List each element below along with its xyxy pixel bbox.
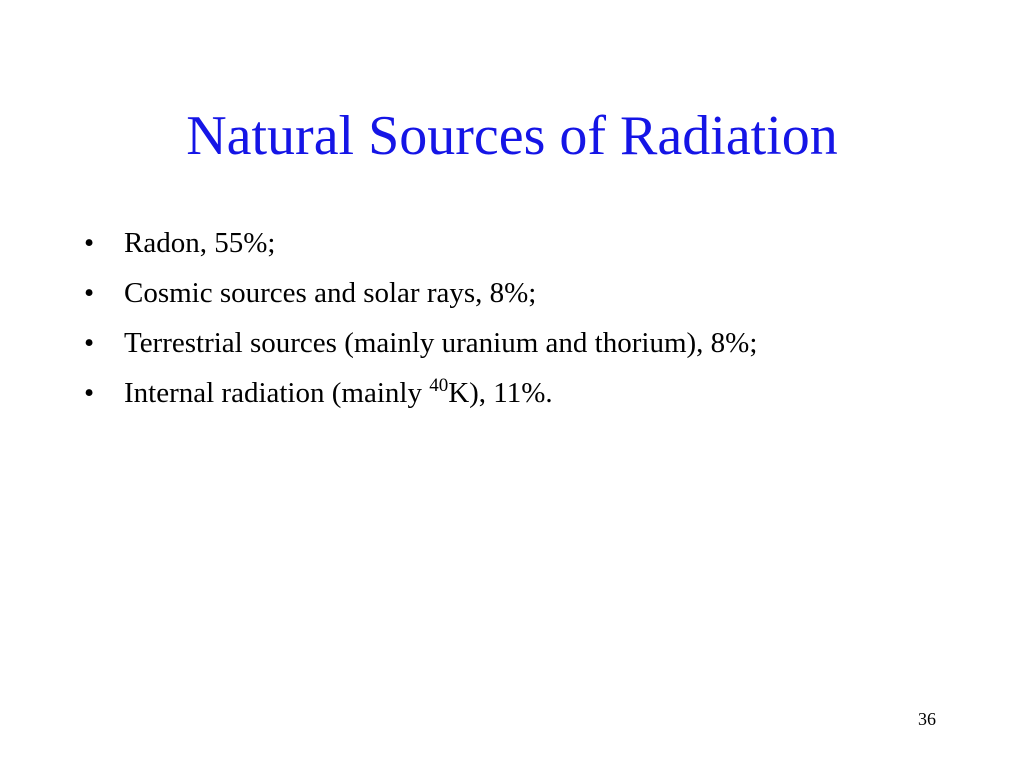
bullet-item-terrestrial xyxy=(84,325,964,362)
bullet-text: Terrestrial sources (mainly uranium and thorium), 8%; xyxy=(124,327,758,359)
bullet-item-internal xyxy=(84,375,964,412)
isotope-superscript: 40 xyxy=(429,375,449,396)
bullet-icon: • xyxy=(84,277,95,309)
slide-title: Natural Sources of Radiation xyxy=(186,105,838,167)
bullet-item-radon xyxy=(84,225,964,262)
bullet-text-after: K), 11%. xyxy=(448,377,553,409)
bullet-text: Cosmic sources and solar rays, 8%; xyxy=(124,277,537,309)
page-number: 36 xyxy=(918,709,936,729)
bullet-item-cosmic xyxy=(84,275,964,312)
bullet-list xyxy=(84,225,964,425)
bullet-icon: • xyxy=(84,377,95,409)
bullet-text: Radon, 55%; xyxy=(124,227,276,259)
bullet-icon: • xyxy=(84,327,95,359)
bullet-text-before: Internal radiation (mainly xyxy=(124,377,430,409)
bullet-icon: • xyxy=(84,227,95,259)
